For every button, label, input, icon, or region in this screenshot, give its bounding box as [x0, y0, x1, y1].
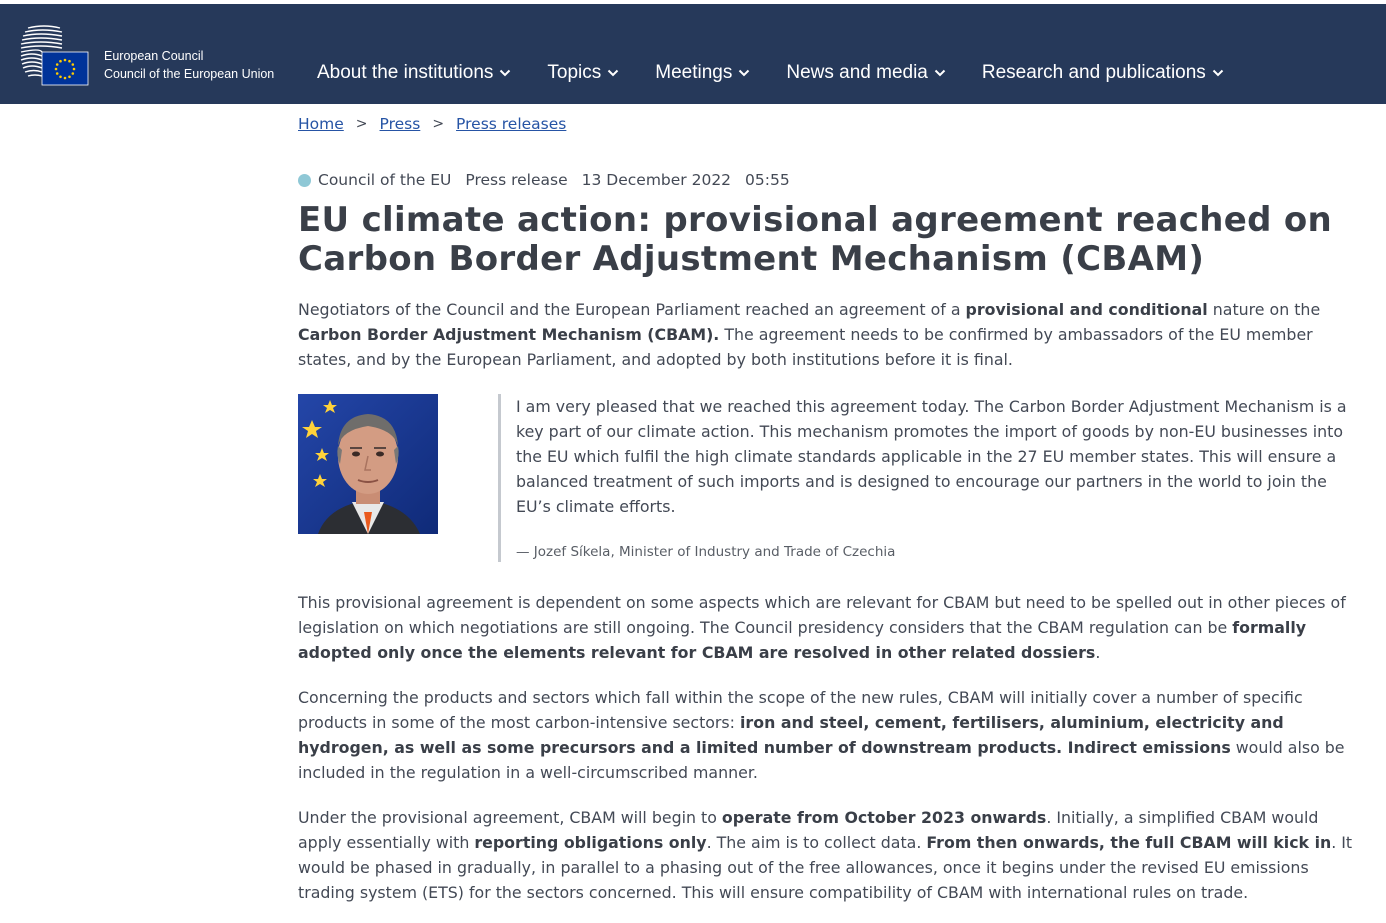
text-run: .: [1095, 643, 1101, 662]
chevron-down-icon: [934, 69, 946, 77]
breadcrumb-separator: >: [432, 116, 445, 132]
chevron-down-icon: [499, 69, 511, 77]
breadcrumb: [298, 115, 1358, 133]
main-content: [298, 104, 1358, 905]
brand-line-1: European Council: [104, 49, 204, 63]
nav-meetings[interactable]: [655, 62, 750, 84]
source-dot-icon: [298, 174, 311, 187]
nav-topics[interactable]: [547, 62, 619, 84]
brand-line-2: Council of the European Union: [104, 67, 275, 81]
bold-run: operate from October 2023 onwards: [721, 808, 1047, 827]
text-run: Under the provisional agreement, CBAM will begin to: [298, 808, 722, 827]
quote-text: I am very pleased that we reached this agreement today. The Carbon Border Adjustment Mechanism is a key part of our climate action. This mechanism promotes the import of goods by non-EU businesses into the EU which fulfil the high climate standards applicable in the 27 EU member states. This will ensure a balanced treatment of such imports and is designed to encourage our partners in the world to join the EU’s climate efforts.: [516, 397, 1347, 516]
paragraph-1: [298, 297, 1358, 372]
article-date: 13 December 2022: [581, 171, 732, 189]
text-run: nature on the: [1207, 300, 1321, 319]
breadcrumb-separator: >: [355, 116, 368, 132]
nav-label: About the institutions: [317, 62, 494, 83]
chevron-down-icon: [1212, 69, 1224, 77]
article-source: Council of the EU: [318, 171, 452, 189]
council-logo[interactable]: [20, 24, 90, 86]
breadcrumb-press-releases[interactable]: Press releases: [456, 115, 567, 133]
text-run: Negotiators of the Council and the European Parliament reached an agreement of a: [298, 300, 966, 319]
quote: [498, 394, 1356, 562]
article-type: Press release: [465, 171, 568, 189]
breadcrumb-home[interactable]: Home: [298, 115, 344, 133]
main-nav: [317, 62, 1260, 84]
quote-attribution: — Jozef Síkela, Minister of Industry and Trade of Czechia: [516, 544, 896, 560]
text-run: . It would be phased in gradually, in parallel to a phasing out of the free allowances, once it begins under the revised EU emissions trading system (ETS) for the sectors concerned. This will ensure compatibility of CBAM with international rules on trade.: [298, 833, 1353, 902]
quote-block: [298, 394, 1358, 562]
text-run: would also be included in the regulation in a well-circumscribed manner.: [298, 738, 1345, 782]
article-time: 05:55: [745, 171, 790, 189]
bold-run: iron and steel, cement, fertilisers, aluminium, electricity and hydrogen, as well as some precursors and a limited number of downstream products. Indirect emissions: [298, 713, 1284, 757]
nav-about-institutions[interactable]: [317, 62, 511, 84]
bold-run: formally adopted only once the elements relevant for CBAM are resolved in other related dossiers: [298, 618, 1307, 662]
site-header: [0, 4, 1386, 104]
text-run: The agreement needs to be confirmed by ambassadors of the EU member states, and by the European Parliament, and adopted by both institutions before it is final.: [298, 325, 1313, 369]
nav-research-publications[interactable]: [982, 62, 1224, 84]
chevron-down-icon: [738, 69, 750, 77]
minister-portrait[interactable]: [298, 394, 438, 534]
breadcrumb-press[interactable]: Press: [379, 115, 421, 133]
text-run: . Initially, a simplified CBAM would apply essentially with: [298, 808, 1319, 852]
paragraph-3: [298, 685, 1358, 785]
bold-run: Carbon Border Adjustment Mechanism (CBAM).: [298, 325, 720, 344]
article-title: EU climate action: provisional agreement reached on Carbon Border Adjustment Mechanism (CBAM): [298, 200, 1333, 279]
text-run: This provisional agreement is dependent on some aspects which are relevant for CBAM but need to be spelled out in other pieces of legislation on which negotiations are still ongoing. The Council presidency considers that the CBAM regulation can be: [298, 593, 1346, 637]
nav-news-media[interactable]: [786, 62, 946, 84]
nav-label: News and media: [786, 62, 928, 83]
paragraph-4: [298, 805, 1358, 905]
bold-run: From then onwards, the full CBAM will kick in: [926, 833, 1332, 852]
nav-label: Topics: [547, 62, 602, 83]
nav-label: Research and publications: [981, 62, 1206, 83]
text-run: . The aim is to collect data.: [706, 833, 927, 852]
text-run: Concerning the products and sectors which fall within the scope of the new rules, CBAM will initially cover a number of specific products in some of the most carbon-intensive sectors:: [298, 688, 1303, 732]
paragraph-2: [298, 590, 1358, 665]
nav-label: Meetings: [655, 62, 733, 83]
article-meta: [298, 171, 1358, 189]
brand-text[interactable]: [104, 47, 274, 83]
bold-run: reporting obligations only: [474, 833, 707, 852]
chevron-down-icon: [607, 69, 619, 77]
bold-run: provisional and conditional: [965, 300, 1208, 319]
